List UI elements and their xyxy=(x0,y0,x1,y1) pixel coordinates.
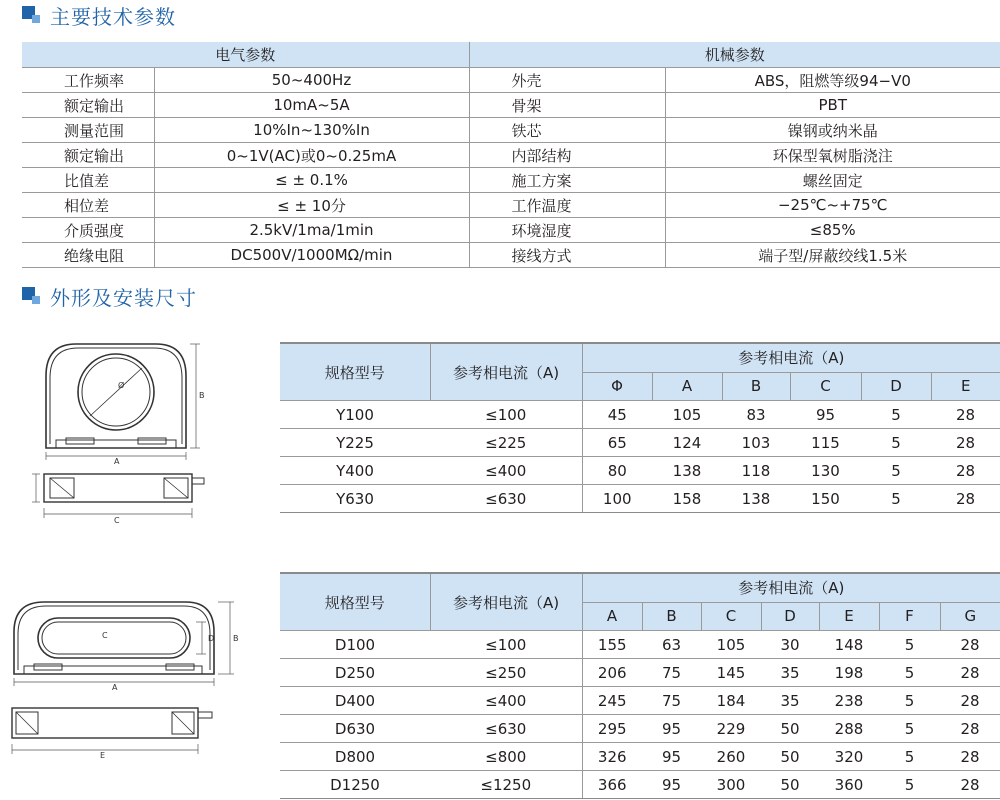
value-cell: 145 xyxy=(701,659,761,687)
mechanical-value: ≤85% xyxy=(665,218,1000,243)
table-row xyxy=(280,659,1000,687)
drawing-label-b: B xyxy=(233,634,239,643)
section-title-text: 外形及安装尺寸 xyxy=(50,285,197,310)
current-cell: ≤1250 xyxy=(430,771,582,799)
value-cell: 5 xyxy=(861,401,931,429)
value-cell: 158 xyxy=(652,485,722,513)
col-header: F xyxy=(879,602,940,631)
value-cell: 50 xyxy=(761,715,819,743)
params-row xyxy=(22,68,1000,93)
mechanical-key: 施工方案 xyxy=(469,168,665,193)
col-header: E xyxy=(819,602,879,631)
mechanical-value: 镍钢或纳米晶 xyxy=(665,118,1000,143)
drawing-label-e: E xyxy=(100,751,106,760)
col-header: Φ xyxy=(582,372,652,401)
value-cell: 124 xyxy=(652,429,722,457)
value-cell: 206 xyxy=(582,659,642,687)
drawing-label-b: B xyxy=(199,391,205,400)
drawing-label-a: A xyxy=(114,457,120,466)
model-cell: D800 xyxy=(280,743,430,771)
model-header: 规格型号 xyxy=(280,573,430,631)
model-header: 规格型号 xyxy=(280,343,430,401)
value-cell: 326 xyxy=(582,743,642,771)
col-header: A xyxy=(582,602,642,631)
value-cell: 50 xyxy=(761,771,819,799)
current-cell: ≤400 xyxy=(430,687,582,715)
value-cell: 95 xyxy=(642,743,701,771)
value-cell: 28 xyxy=(931,401,1000,429)
mechanical-value: −25℃~+75℃ xyxy=(665,193,1000,218)
mechanical-value: PBT xyxy=(665,93,1000,118)
electrical-key: 绝缘电阻 xyxy=(22,243,154,268)
mechanical-key: 接线方式 xyxy=(469,243,665,268)
current-cell: ≤400 xyxy=(430,457,582,485)
electrical-value: 2.5kV/1ma/1min xyxy=(154,218,469,243)
group-header: 参考相电流（A) xyxy=(582,343,1000,372)
value-cell: 5 xyxy=(879,659,940,687)
col-header: D xyxy=(861,372,931,401)
electrical-key: 比值差 xyxy=(22,168,154,193)
mechanical-header: 机械参数 xyxy=(469,42,1000,68)
electrical-value: 10%In~130%In xyxy=(154,118,469,143)
model-cell: Y630 xyxy=(280,485,430,513)
value-cell: 260 xyxy=(701,743,761,771)
current-cell: ≤100 xyxy=(430,401,582,429)
value-cell: 28 xyxy=(940,715,1000,743)
col-header: B xyxy=(642,602,701,631)
value-cell: 229 xyxy=(701,715,761,743)
params-row xyxy=(22,218,1000,243)
current-cell: ≤100 xyxy=(430,631,582,659)
table-row xyxy=(280,687,1000,715)
current-cell: ≤225 xyxy=(430,429,582,457)
model-cell: D1250 xyxy=(280,771,430,799)
params-row xyxy=(22,243,1000,268)
electrical-key: 相位差 xyxy=(22,193,154,218)
table-header-row xyxy=(280,573,1000,602)
tech-params-table xyxy=(22,42,1000,268)
electrical-key: 工作频率 xyxy=(22,68,154,93)
table-row xyxy=(280,743,1000,771)
electrical-value: 0~1V(AC)或0~0.25mA xyxy=(154,143,469,168)
model-cell: D400 xyxy=(280,687,430,715)
col-header: C xyxy=(790,372,861,401)
value-cell: 35 xyxy=(761,659,819,687)
params-row xyxy=(22,93,1000,118)
value-cell: 63 xyxy=(642,631,701,659)
mechanical-value: 环保型氧树脂浇注 xyxy=(665,143,1000,168)
value-cell: 28 xyxy=(931,429,1000,457)
current-cell: ≤630 xyxy=(430,715,582,743)
electrical-key: 额定输出 xyxy=(22,93,154,118)
model-cell: Y400 xyxy=(280,457,430,485)
value-cell: 35 xyxy=(761,687,819,715)
mechanical-value: ABS，阻燃等级94−V0 xyxy=(665,68,1000,93)
value-cell: 95 xyxy=(642,771,701,799)
model-cell: D630 xyxy=(280,715,430,743)
value-cell: 5 xyxy=(879,687,940,715)
value-cell: 5 xyxy=(879,771,940,799)
table-row xyxy=(280,485,1000,513)
current-cell: ≤800 xyxy=(430,743,582,771)
drawing-label-phi: Ø xyxy=(118,381,125,390)
table-row xyxy=(280,457,1000,485)
value-cell: 103 xyxy=(722,429,790,457)
value-cell: 360 xyxy=(819,771,879,799)
value-cell: 105 xyxy=(652,401,722,429)
table-row xyxy=(280,401,1000,429)
value-cell: 5 xyxy=(861,457,931,485)
value-cell: 320 xyxy=(819,743,879,771)
col-header: B xyxy=(722,372,790,401)
electrical-value: ≤ ± 10分 xyxy=(154,193,469,218)
current-cell: ≤250 xyxy=(430,659,582,687)
section-bullet-icon xyxy=(22,6,40,24)
section-title-tech-params xyxy=(22,2,176,28)
section-title-text: 主要技术参数 xyxy=(50,4,176,29)
y-dimension-table xyxy=(280,342,1000,513)
electrical-key: 测量范围 xyxy=(22,118,154,143)
mechanical-key: 环境湿度 xyxy=(469,218,665,243)
mechanical-key: 铁芯 xyxy=(469,118,665,143)
value-cell: 95 xyxy=(790,401,861,429)
drawing-label-c: C xyxy=(102,631,108,640)
value-cell: 95 xyxy=(642,715,701,743)
value-cell: 155 xyxy=(582,631,642,659)
value-cell: 115 xyxy=(790,429,861,457)
value-cell: 30 xyxy=(761,631,819,659)
value-cell: 300 xyxy=(701,771,761,799)
electrical-value: DC500V/1000MΩ/min xyxy=(154,243,469,268)
drawing-label-a: A xyxy=(112,683,118,692)
electrical-value: ≤ ± 0.1% xyxy=(154,168,469,193)
current-cell: ≤630 xyxy=(430,485,582,513)
current-header: 参考相电流（A) xyxy=(430,573,582,631)
table-row xyxy=(280,715,1000,743)
value-cell: 50 xyxy=(761,743,819,771)
drawing-label-d: D xyxy=(208,634,215,643)
value-cell: 366 xyxy=(582,771,642,799)
value-cell: 5 xyxy=(861,429,931,457)
mechanical-value: 螺丝固定 xyxy=(665,168,1000,193)
params-row xyxy=(22,168,1000,193)
col-header: G xyxy=(940,602,1000,631)
table-row xyxy=(280,771,1000,799)
value-cell: 118 xyxy=(722,457,790,485)
section-title-dimensions xyxy=(22,283,197,309)
electrical-value: 50~400Hz xyxy=(154,68,469,93)
model-cell: D250 xyxy=(280,659,430,687)
value-cell: 28 xyxy=(940,687,1000,715)
value-cell: 150 xyxy=(790,485,861,513)
value-cell: 295 xyxy=(582,715,642,743)
value-cell: 130 xyxy=(790,457,861,485)
table-row xyxy=(280,631,1000,659)
value-cell: 5 xyxy=(879,715,940,743)
params-header-row xyxy=(22,42,1000,68)
group-header: 参考相电流（A) xyxy=(582,573,1000,602)
y-type-outline-drawing xyxy=(14,326,214,526)
value-cell: 245 xyxy=(582,687,642,715)
col-header: E xyxy=(931,372,1000,401)
model-cell: D100 xyxy=(280,631,430,659)
value-cell: 238 xyxy=(819,687,879,715)
electrical-key: 额定输出 xyxy=(22,143,154,168)
table-row xyxy=(280,429,1000,457)
col-header: A xyxy=(652,372,722,401)
value-cell: 45 xyxy=(582,401,652,429)
value-cell: 288 xyxy=(819,715,879,743)
value-cell: 138 xyxy=(652,457,722,485)
d-type-outline-drawing xyxy=(0,596,240,796)
drawing-label-c: C xyxy=(114,516,120,525)
value-cell: 75 xyxy=(642,687,701,715)
mechanical-key: 工作温度 xyxy=(469,193,665,218)
mechanical-key: 外壳 xyxy=(469,68,665,93)
value-cell: 138 xyxy=(722,485,790,513)
params-row xyxy=(22,118,1000,143)
value-cell: 28 xyxy=(940,631,1000,659)
current-header: 参考相电流（A) xyxy=(430,343,582,401)
value-cell: 75 xyxy=(642,659,701,687)
value-cell: 5 xyxy=(861,485,931,513)
params-row xyxy=(22,143,1000,168)
model-cell: Y225 xyxy=(280,429,430,457)
value-cell: 105 xyxy=(701,631,761,659)
value-cell: 83 xyxy=(722,401,790,429)
table-header-row xyxy=(280,343,1000,372)
params-row xyxy=(22,193,1000,218)
mechanical-value: 端子型/屏蔽绞线1.5米 xyxy=(665,243,1000,268)
value-cell: 28 xyxy=(940,659,1000,687)
electrical-key: 介质强度 xyxy=(22,218,154,243)
value-cell: 184 xyxy=(701,687,761,715)
d-dimension-table xyxy=(280,572,1000,799)
value-cell: 28 xyxy=(931,485,1000,513)
value-cell: 28 xyxy=(931,457,1000,485)
mechanical-key: 骨架 xyxy=(469,93,665,118)
model-cell: Y100 xyxy=(280,401,430,429)
col-header: D xyxy=(761,602,819,631)
mechanical-key: 内部结构 xyxy=(469,143,665,168)
value-cell: 28 xyxy=(940,743,1000,771)
value-cell: 5 xyxy=(879,743,940,771)
value-cell: 28 xyxy=(940,771,1000,799)
value-cell: 5 xyxy=(879,631,940,659)
value-cell: 198 xyxy=(819,659,879,687)
col-header: C xyxy=(701,602,761,631)
section-bullet-icon xyxy=(22,287,40,305)
electrical-value: 10mA~5A xyxy=(154,93,469,118)
value-cell: 65 xyxy=(582,429,652,457)
value-cell: 148 xyxy=(819,631,879,659)
electrical-header: 电气参数 xyxy=(22,42,469,68)
value-cell: 100 xyxy=(582,485,652,513)
value-cell: 80 xyxy=(582,457,652,485)
